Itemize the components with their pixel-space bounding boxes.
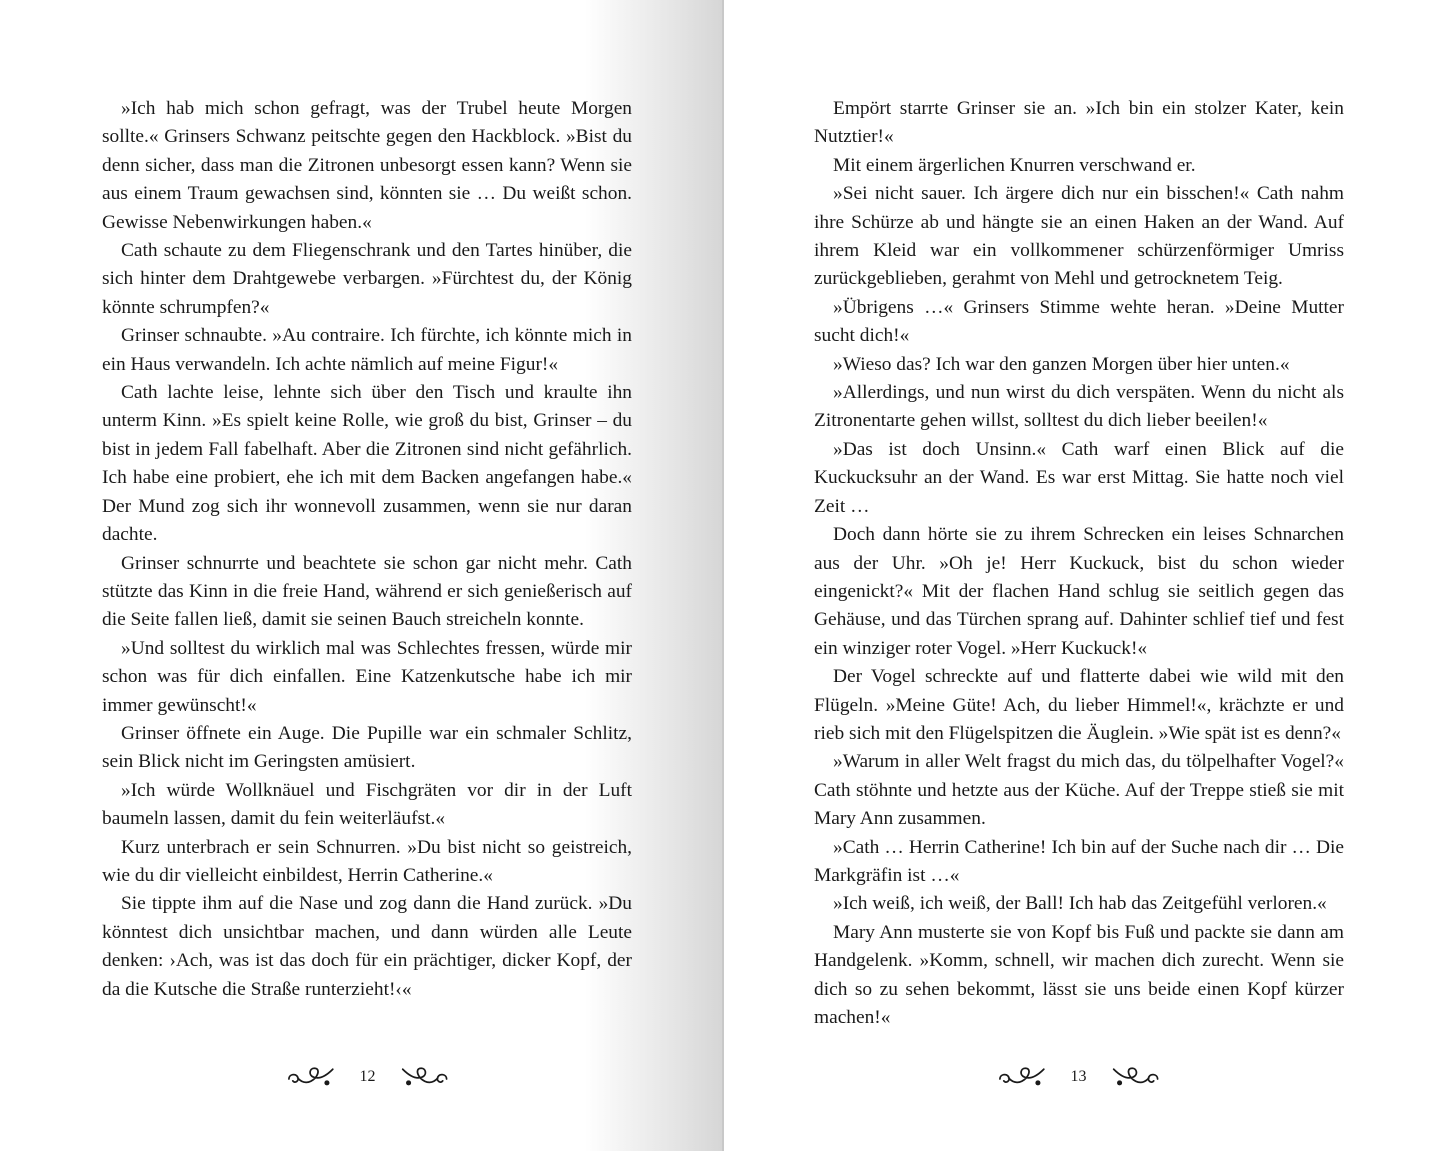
- paragraph: Mit einem ärgerlichen Knurren verschwand er.: [833, 154, 1196, 176]
- paragraph: »Ich hab mich schon gefragt, was der Trubel heute Morgen sollte.« Grinsers Schwanz peitschte gegen den Hackblock. »Bist du denn sicher, dass man die Zitronen unbesorgt essen kann? Wenn sie aus einem Traum gewachsen sind, könnten sie … Du weißt schon. Gewisse Nebenwirkungen haben.«: [102, 98, 632, 233]
- right-page-text: [814, 95, 1344, 1032]
- page-footer: [285, 1060, 450, 1094]
- page-number: 13: [1070, 1068, 1087, 1085]
- page-number: 12: [359, 1068, 376, 1085]
- paragraph: »Cath … Herrin Catherine! Ich bin auf der Suche nach dir … Die Markgräfin ist …«: [814, 836, 1344, 886]
- paragraph: Empört starrte Grinser sie an. »Ich bin ein stolzer Kater, kein Nutztier!«: [814, 98, 1344, 148]
- paragraph: Der Vogel schreckte auf und flatterte dabei wie wild mit den Flügeln. »Meine Güte! Ach, du lieber Himmel!«, krächzte er und rieb sich mit den Flügelspitzen die Äuglein. »Wie spät ist es denn?«: [814, 666, 1344, 744]
- paragraph: »Übrigens …« Grinsers Stimme wehte heran. »Deine Mutter sucht dich!«: [814, 296, 1344, 347]
- swirl-ornament-left-icon: [285, 1062, 344, 1092]
- paragraph: »Warum in aller Welt fragst du mich das, du tölpelhafter Vogel?« Cath stöhnte und hetzte aus der Küche. Auf der Treppe stieß sie mit Mary Ann zusammen.: [814, 751, 1344, 830]
- page-footer: [996, 1060, 1161, 1094]
- paragraph: Kurz unterbrach er sein Schnurren. »Du bist nicht so geistreich, wie du dir vielleicht einbildest, Herrin Catherine.«: [102, 836, 632, 886]
- swirl-ornament-right-icon: [1103, 1062, 1162, 1092]
- paragraph: »Sei nicht sauer. Ich ärgere dich nur ein bisschen!« Cath nahm ihre Schürze ab und hängte sie an einen Haken an der Wand. Auf ihrem Kleid war ein vollkommener schürzenförmiger Umriss zurückgeblieben, gerahmt von Mehl und getrocknetem Teig.: [814, 183, 1344, 290]
- paragraph: »Das ist doch Unsinn.« Cath warf einen Blick auf die Kuckucksuhr an der Wand. Es war erst Mittag. Sie hatte noch viel Zeit …: [814, 438, 1344, 517]
- paragraph: Grinser schnurrte und beachtete sie schon gar nicht mehr. Cath stützte das Kinn in die freie Hand, während er sich genießerisch auf die Seite fallen ließ, damit sie seinen Bauch streicheln konnte.: [102, 552, 632, 631]
- paragraph: »Und solltest du wirklich mal was Schlechtes fressen, würde mir schon was für dich einfallen. Eine Katzenkutsche habe ich mir immer gewünscht!«: [102, 637, 632, 716]
- paragraph: »Ich weiß, ich weiß, der Ball! Ich hab das Zeitgefühl verloren.«: [833, 893, 1327, 915]
- paragraph: Cath schaute zu dem Fliegenschrank und den Tartes hinüber, die sich hinter dem Drahtgewebe verbargen. »Fürchtest du, der König könnte schrumpfen?«: [102, 240, 632, 318]
- paragraph: Sie tippte ihm auf die Nase und zog dann die Hand zurück. »Du könntest dich unsichtbar machen, und dann würden alle Leute denken: ›Ach, was ist das doch für ein prächtiger, dicker Kopf, der da die Kutsche die Straße runterzieht!‹«: [102, 893, 632, 1000]
- swirl-ornament-right-icon: [392, 1062, 451, 1092]
- paragraph: »Ich würde Wollknäuel und Fischgräten vor dir in der Luft baumeln lassen, damit du fein weiterläufst.«: [102, 779, 632, 830]
- paragraph: Doch dann hörte sie zu ihrem Schrecken ein leises Schnarchen aus der Uhr. »Oh je! Herr Kuckuck, bist du schon wieder eingenickt?« Mit der flachen Hand schlug sie seitlich gegen das Gehäuse, und das Türchen sprang auf. Dahinter schlief tief und fest ein winziger roter Vogel. »Herr Kuckuck!«: [814, 524, 1344, 659]
- paragraph: Grinser öffnete ein Auge. Die Pupille war ein schmaler Schlitz, sein Blick nicht im Geringsten amüsiert.: [102, 722, 632, 773]
- paragraph: »Wieso das? Ich war den ganzen Morgen über hier unten.«: [833, 353, 1290, 375]
- swirl-ornament-left-icon: [996, 1062, 1055, 1092]
- left-page-text: [102, 95, 632, 1004]
- paragraph: »Allerdings, und nun wirst du dich verspäten. Wenn du nicht als Zitronentarte gehen willst, solltest du dich lieber beeilen!«: [814, 382, 1344, 432]
- right-page: [724, 0, 1445, 1151]
- left-page: [0, 0, 722, 1151]
- paragraph: Cath lachte leise, lehnte sich über den Tisch und kraulte ihn unterm Kinn. »Es spielt keine Rolle, wie groß du bist, Grinser – du bist in jedem Fall fabelhaft. Aber die Zitronen sind nicht gefährlich. Ich habe eine probiert, ehe ich mit dem Backen angefangen habe.« Der Mund zog sich ihr wonnevoll zusammen, wenn sie nur daran dachte.: [102, 382, 632, 546]
- paragraph: Grinser schnaubte. »Au contraire. Ich fürchte, ich könnte mich in ein Haus verwandeln. Ich achte nämlich auf meine Figur!«: [102, 325, 632, 375]
- paragraph: Mary Ann musterte sie von Kopf bis Fuß und packte sie dann am Handgelenk. »Komm, schnell, wir machen dich zurecht. Wenn sie dich so zu sehen bekommt, lässt sie uns beide einen Kopf kürzer machen!«: [814, 921, 1344, 1028]
